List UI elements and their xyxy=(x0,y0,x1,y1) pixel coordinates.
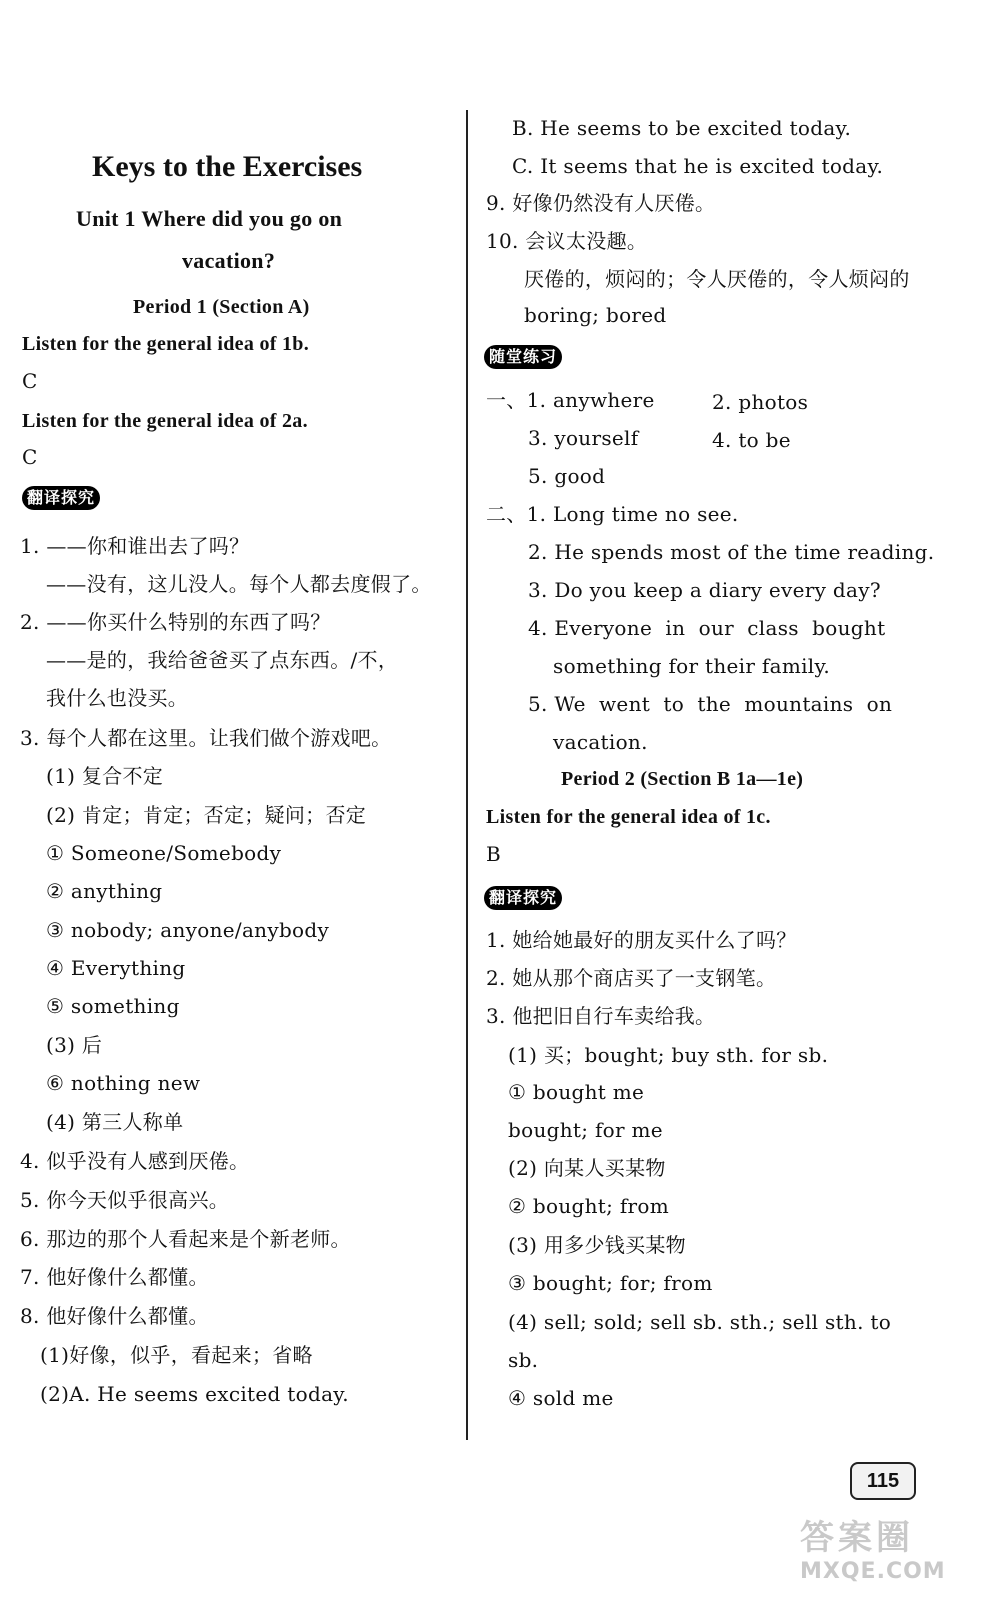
list-item: boring; bored xyxy=(524,303,667,327)
list-item: 厌倦的，烦闷的；令人厌倦的，令人烦闷的 xyxy=(524,267,910,291)
list-item: ③ bought; for; from xyxy=(508,1271,713,1295)
list-item: ——没有，这儿没人。每个人都去度假了。 xyxy=(46,572,432,596)
list-item: 2. He spends most of the time reading. xyxy=(528,540,935,564)
column-divider xyxy=(466,110,468,1440)
list-item: ④ Everything xyxy=(46,956,186,980)
watermark-url: MXQE.COM xyxy=(800,1559,946,1584)
list-item: C. It seems that he is excited today. xyxy=(512,154,884,178)
watermark-logo xyxy=(800,1510,946,1584)
list-item: (3) 后 xyxy=(46,1033,103,1057)
list-item: ⑤ something xyxy=(46,994,180,1018)
list-item: B. He seems to be excited today. xyxy=(512,116,852,140)
list-item: (4) sell; sold; sell sb. sth.; sell sth. to xyxy=(508,1310,892,1334)
list-item: ① Someone/Somebody xyxy=(46,841,282,865)
list-item: (1) 买；bought; buy sth. for sb. xyxy=(508,1043,829,1067)
list-item: 5. We went to the mountains on xyxy=(528,692,893,716)
list-item: 3. 每个人都在这里。让我们做个游戏吧。 xyxy=(20,726,392,750)
badge-translate-left: 翻译探究 xyxy=(22,486,100,510)
list-item: something for their family. xyxy=(553,654,831,678)
list-item: ④ sold me xyxy=(508,1386,614,1410)
list-item: 3. 他把旧自行车卖给我。 xyxy=(486,1004,716,1028)
list-item: 8. 他好像什么都懂。 xyxy=(20,1304,209,1328)
listen-2a-answer: C xyxy=(22,445,38,469)
list-item: (2) 向某人买某物 xyxy=(508,1156,666,1180)
list-item: 3. yourself xyxy=(528,426,639,450)
list-item: ——是的，我给爸爸买了点东西。/不， xyxy=(46,648,399,672)
list-item: (4) 第三人称单 xyxy=(46,1110,184,1134)
badge-translate-right: 翻译探究 xyxy=(484,886,562,910)
list-item: sb. xyxy=(508,1348,539,1372)
period1-heading: Period 1 (Section A) xyxy=(133,296,310,318)
watermark-text: 答案圈 xyxy=(800,1518,914,1558)
list-item: 4. 似乎没有人感到厌倦。 xyxy=(20,1149,250,1173)
list-item: 5. good xyxy=(528,464,606,488)
page-number: 115 xyxy=(850,1462,916,1500)
badge-practice: 随堂练习 xyxy=(484,345,562,369)
list-item: ⑥ nothing new xyxy=(46,1071,201,1095)
list-item: (2)A. He seems excited today. xyxy=(40,1382,349,1406)
list-item: 1. 她给她最好的朋友买什么了吗？ xyxy=(486,928,797,952)
list-item: bought; for me xyxy=(508,1118,663,1142)
list-item: 3. Do you keep a diary every day? xyxy=(528,578,881,602)
list-item: (2) 肯定；肯定；否定；疑问；否定 xyxy=(46,803,367,827)
list-item: 我什么也没买。 xyxy=(46,686,189,710)
list-item: 2. 她从那个商店买了一支钢笔。 xyxy=(486,966,777,990)
list-item: ② bought; from xyxy=(508,1194,669,1218)
list-item: 2. ——你买什么特别的东西了吗？ xyxy=(20,610,331,634)
list-item: (3) 用多少钱买某物 xyxy=(508,1233,686,1257)
page-title: Keys to the Exercises xyxy=(92,150,363,183)
listen-1c-heading: Listen for the general idea of 1c. xyxy=(486,806,771,828)
list-item: 1. ——你和谁出去了吗？ xyxy=(20,534,250,558)
list-item: ③ nobody; anyone/anybody xyxy=(46,918,330,942)
list-item: 4. Everyone in our class bought xyxy=(528,616,886,640)
list-item: 4. to be xyxy=(712,428,791,452)
listen-2a-heading: Listen for the general idea of 2a. xyxy=(22,410,308,432)
period2-heading: Period 2 (Section B 1a—1e) xyxy=(561,768,804,790)
unit-heading-line2: vacation? xyxy=(182,248,276,273)
list-item: (1)好像，似乎，看起来；省略 xyxy=(40,1343,313,1367)
list-item: 7. 他好像什么都懂。 xyxy=(20,1265,209,1289)
list-item: 二、1. Long time no see. xyxy=(486,502,739,526)
list-item: 10. 会议太没趣。 xyxy=(486,229,648,253)
unit-heading-line1: Unit 1 Where did you go on xyxy=(76,206,343,231)
list-item: ② anything xyxy=(46,879,163,903)
listen-1b-heading: Listen for the general idea of 1b. xyxy=(22,333,310,355)
list-item: ① bought me xyxy=(508,1080,645,1104)
list-item: vacation. xyxy=(553,730,648,754)
list-item: (1) 复合不定 xyxy=(46,764,164,788)
list-item: 9. 好像仍然没有人厌倦。 xyxy=(486,191,716,215)
list-item: 5. 你今天似乎很高兴。 xyxy=(20,1188,230,1212)
list-item: 6. 那边的那个人看起来是个新老师。 xyxy=(20,1227,351,1251)
listen-1b-answer: C xyxy=(22,369,38,393)
list-item: 一、1. anywhere xyxy=(486,388,655,412)
list-item: 2. photos xyxy=(712,390,809,414)
listen-1c-answer: B xyxy=(486,842,501,866)
